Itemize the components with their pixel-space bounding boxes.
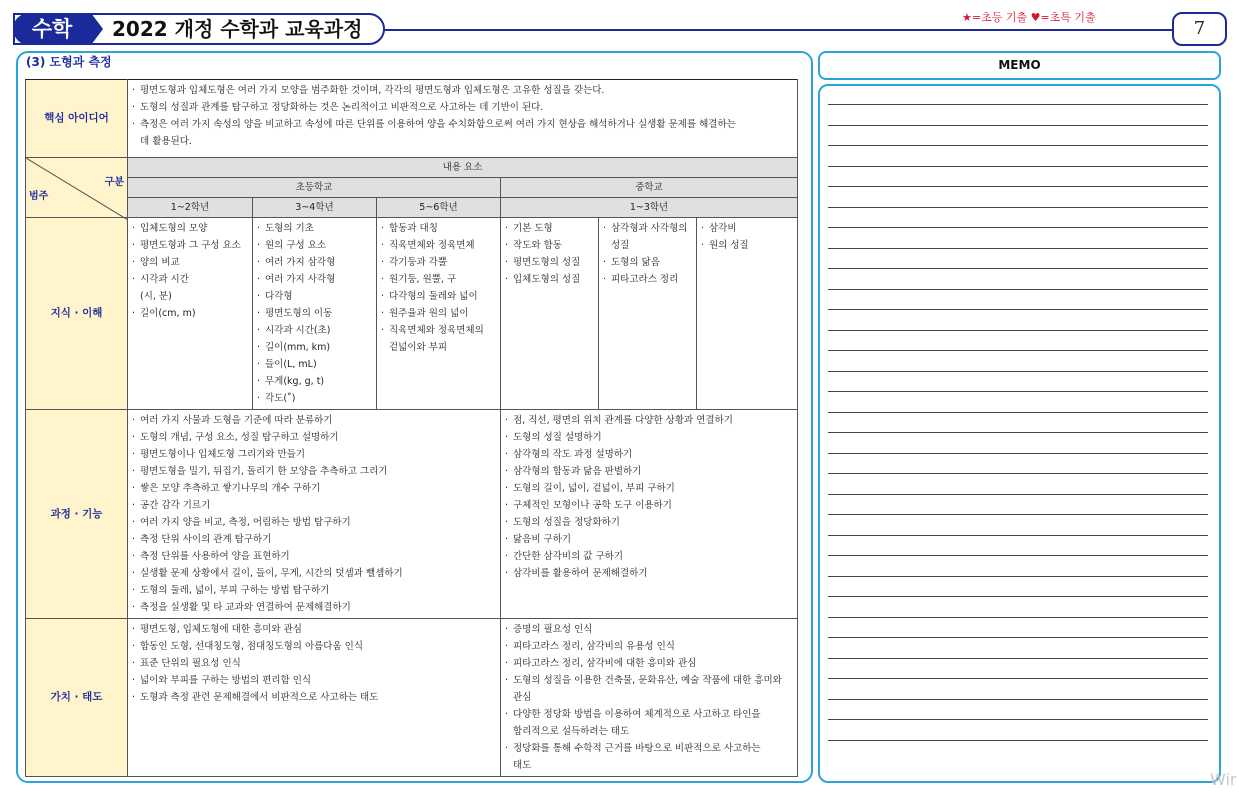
memo-line [828, 330, 1208, 331]
document-title: 2022 개정 수학과 교육과정 [112, 17, 363, 41]
subject-badge-arrow [91, 13, 103, 45]
memo-line [828, 453, 1208, 454]
memo-line [828, 576, 1208, 577]
memo-line [828, 658, 1208, 659]
list-item: · 여러 가지 사각형 [257, 271, 374, 288]
memo-line [828, 289, 1208, 290]
list-item: · 입체도형의 성질 [505, 271, 596, 288]
list-item: · 평면도형이나 입체도형 그리기와 만들기 [132, 446, 498, 463]
knowledge-grade-5-6 [377, 218, 501, 410]
list-item: · 삼각형과 사각형의 성질 [603, 220, 694, 254]
list-item: · 측정 단위를 사용하여 양을 표현하기 [132, 548, 498, 565]
list-item: · 원주율과 원의 넓이 [381, 305, 498, 322]
memo-line [828, 104, 1208, 105]
list-item: · 작도와 합동 [505, 237, 596, 254]
memo-line [828, 740, 1208, 741]
list-item: · 평면도형과 입체도형은 여러 가지 모양을 범주화한 것이며, 각각의 평면도형과 입체도형은 고유한 성질을 갖는다. [132, 82, 795, 99]
list-item: · 다각형의 둘레와 넓이 [381, 288, 498, 305]
memo-line [828, 473, 1208, 474]
memo-line [828, 166, 1208, 167]
list-item: · 무게(kg, g, t) [257, 373, 374, 390]
corner-gubun: 구분 [104, 177, 124, 188]
elementary-header: 초등학교 [128, 178, 501, 198]
content-elements-header: 내용 요소 [128, 158, 798, 178]
middle-grade-header: 1~3학년 [501, 198, 798, 218]
memo-line [828, 514, 1208, 515]
memo-line [828, 678, 1208, 679]
list-item: · 삼각형의 합동과 닮음 판별하기 [505, 463, 795, 480]
list-item: · 도형의 개념, 구성 요소, 성질 탐구하고 설명하기 [132, 429, 498, 446]
list-item: · 도형의 성질을 정당화하기 [505, 514, 795, 531]
memo-line [828, 637, 1208, 638]
list-item: · 도형의 기초 [257, 220, 374, 237]
memo-line [828, 207, 1208, 208]
list-item: · 다양한 정당화 방법을 이용하여 체계적으로 사고하고 타인을 합리적으로 설득하려는 태도 [505, 706, 795, 740]
category-corner [26, 158, 128, 218]
list-item: · 쌓은 모양 추측하고 쌓기나무의 개수 구하기 [132, 480, 498, 497]
grade-5-6-header: 5~6학년 [377, 198, 501, 218]
list-item: · 삼각비를 활용하여 문제해결하기 [505, 565, 795, 582]
curriculum-table [25, 79, 798, 777]
values-elementary [128, 619, 501, 777]
list-item: · 도형과 측정 관련 문제해결에서 비판적으로 사고하는 태도 [132, 689, 498, 706]
core-idea-cell [128, 80, 798, 158]
list-item: · 평면도형, 입체도형에 대한 흥미와 관심 [132, 621, 498, 638]
list-item: · 평면도형과 그 구성 요소 [132, 237, 250, 254]
list-item: · 시각과 시간(초) [257, 322, 374, 339]
memo-line [828, 248, 1208, 249]
list-item: · 실생활 문제 상황에서 길이, 들이, 무게, 시간의 덧셈과 뺄셈하기 [132, 565, 498, 582]
process-label: 과정 · 기능 [26, 410, 128, 619]
exam-legend: ★=초등 기출 ♥=초특 기출 [962, 11, 1096, 24]
memo-line [828, 535, 1208, 536]
header-rule [380, 29, 1175, 31]
knowledge-grade-1-2 [128, 218, 253, 410]
list-item: · 증명의 필요성 인식 [505, 621, 795, 638]
list-item: · 넓이와 부피를 구하는 방법의 편리함 인식 [132, 672, 498, 689]
list-item: · 원기둥, 원뿔, 구 [381, 271, 498, 288]
list-item: · 점, 직선, 평면의 위치 관계를 다양한 상황과 연결하기 [505, 412, 795, 429]
list-item: · 닮음비 구하기 [505, 531, 795, 548]
list-item: · 여러 가지 삼각형 [257, 254, 374, 271]
list-item: · 피타고라스 정리, 삼각비에 대한 흥미와 관심 [505, 655, 795, 672]
list-item: · 원의 성질 [701, 237, 795, 254]
memo-line [828, 350, 1208, 351]
corner-category: 범주 [29, 191, 49, 202]
section-title: (3) 도형과 측정 [26, 55, 112, 69]
watermark-text: Wir [1210, 770, 1237, 789]
list-item: · 측정은 여러 가지 속성의 양을 비교하고 속성에 따른 단위를 이용하여 양을 수치화함으로써 여러 가지 현상을 해석하거나 실생활 문제를 해결하는 데 활용된다. [132, 116, 795, 150]
knowledge-label: 지식 · 이해 [26, 218, 128, 410]
list-item: · 각기둥과 각뿔 [381, 254, 498, 271]
list-item: · 피타고라스 정리, 삼각비의 유용성 인식 [505, 638, 795, 655]
list-item: · 직육면체와 정육면체의 겉넓이와 부피 [381, 322, 498, 356]
list-item: · 합동과 대칭 [381, 220, 498, 237]
core-idea-list [128, 80, 797, 152]
memo-line [828, 412, 1208, 413]
grade-1-2-header: 1~2학년 [128, 198, 253, 218]
list-item: · 다각형 [257, 288, 374, 305]
memo-title: MEMO [818, 51, 1221, 80]
list-item: · 표준 단위의 필요성 인식 [132, 655, 498, 672]
middle-school-header: 중학교 [501, 178, 798, 198]
knowledge-middle-1 [501, 218, 599, 410]
memo-line [828, 309, 1208, 310]
list-item: · 원의 구성 요소 [257, 237, 374, 254]
subject-badge: 수학 [13, 13, 91, 45]
values-middle [501, 619, 798, 777]
memo-line [828, 391, 1208, 392]
core-idea-label: 핵심 아이디어 [26, 80, 128, 158]
knowledge-grade-3-4 [253, 218, 377, 410]
memo-line [828, 145, 1208, 146]
page-number: 7 [1172, 12, 1227, 46]
list-item: · 합동인 도형, 선대칭도형, 점대칭도형의 아름다움 인식 [132, 638, 498, 655]
memo-line [828, 432, 1208, 433]
process-elementary [128, 410, 501, 619]
list-item: · 삼각비 [701, 220, 795, 237]
list-item: · 평면도형의 이동 [257, 305, 374, 322]
memo-line [828, 494, 1208, 495]
list-item: · 시각과 시간 (시, 분) [132, 271, 250, 305]
memo-line [828, 719, 1208, 720]
list-item: · 기본 도형 [505, 220, 596, 237]
memo-line [828, 268, 1208, 269]
list-item: · 도형의 닮음 [603, 254, 694, 271]
list-item: · 평면도형을 밀기, 뒤집기, 돌리기 한 모양을 추측하고 그리기 [132, 463, 498, 480]
list-item: · 도형의 성질과 관계를 탐구하고 정당화하는 것은 논리적이고 비판적으로 사고하는 데 기반이 된다. [132, 99, 795, 116]
memo-line [828, 555, 1208, 556]
list-item: · 도형의 성질 설명하기 [505, 429, 795, 446]
list-item: · 직육면체와 정육면체 [381, 237, 498, 254]
memo-line [828, 699, 1208, 700]
list-item: · 측정을 실생활 및 타 교과와 연결하여 문제해결하기 [132, 599, 498, 616]
list-item: · 여러 가지 사물과 도형을 기준에 따라 분류하기 [132, 412, 498, 429]
memo-line [828, 125, 1208, 126]
knowledge-middle-2 [599, 218, 697, 410]
process-middle [501, 410, 798, 619]
grade-3-4-header: 3~4학년 [253, 198, 377, 218]
list-item: · 양의 비교 [132, 254, 250, 271]
list-item: · 입체도형의 모양 [132, 220, 250, 237]
list-item: · 구체적인 모형이나 공학 도구 이용하기 [505, 497, 795, 514]
list-item: · 정당화를 통해 수학적 근거를 바탕으로 비판적으로 사고하는 태도 [505, 740, 795, 774]
list-item: · 길이(mm, km) [257, 339, 374, 356]
list-item: · 간단한 삼각비의 값 구하기 [505, 548, 795, 565]
list-item: · 여러 가지 양을 비교, 측정, 어림하는 방법 탐구하기 [132, 514, 498, 531]
memo-line [828, 227, 1208, 228]
list-item: · 측정 단위 사이의 관계 탐구하기 [132, 531, 498, 548]
list-item: · 도형의 성질을 이용한 건축물, 문화유산, 예술 작품에 대한 흥미와 관심 [505, 672, 795, 706]
list-item: · 도형의 둘레, 넓이, 부피 구하는 방법 탐구하기 [132, 582, 498, 599]
memo-line [828, 186, 1208, 187]
memo-line [828, 617, 1208, 618]
list-item: · 도형의 길이, 넓이, 겉넓이, 부피 구하기 [505, 480, 795, 497]
list-item: · 삼각형의 작도 과정 설명하기 [505, 446, 795, 463]
list-item: · 길이(cm, m) [132, 305, 250, 322]
list-item: · 피타고라스 정리 [603, 271, 694, 288]
memo-line [828, 596, 1208, 597]
list-item: · 평면도형의 성질 [505, 254, 596, 271]
memo-line [828, 371, 1208, 372]
knowledge-middle-3 [697, 218, 798, 410]
values-label: 가치 · 태도 [26, 619, 128, 777]
list-item: · 들이(L, mL) [257, 356, 374, 373]
list-item: · 공간 감각 기르기 [132, 497, 498, 514]
list-item: · 각도(˚) [257, 390, 374, 407]
